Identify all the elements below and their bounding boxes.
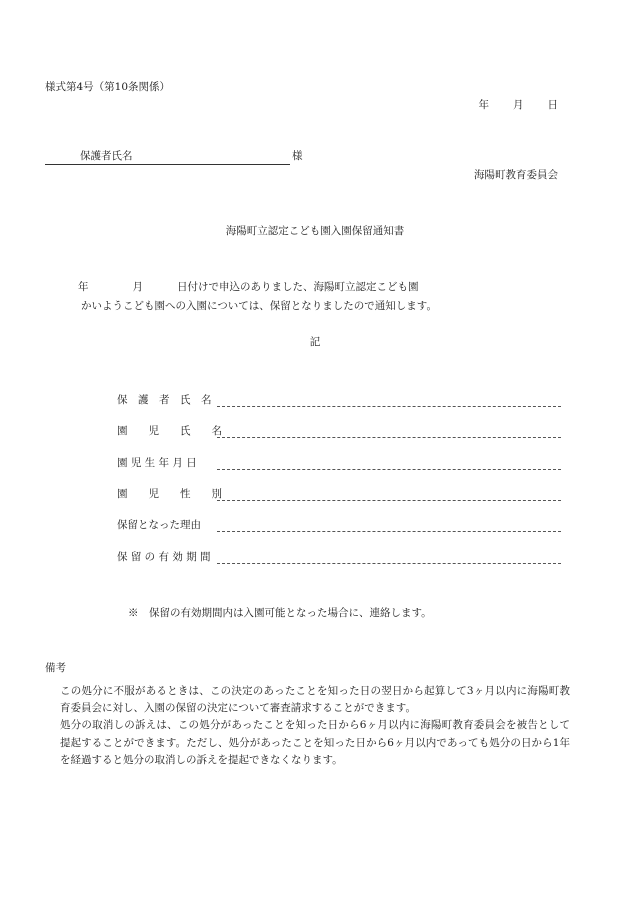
guardian-name-label: 保護者氏名 bbox=[80, 150, 133, 162]
field-line bbox=[217, 437, 561, 438]
remarks-title: 備考 bbox=[45, 662, 66, 674]
form-number: 様式第4号（第10条関係） bbox=[45, 81, 171, 93]
field-label: 保 留 の 有 効 期 間 bbox=[117, 551, 211, 563]
field-line bbox=[217, 406, 561, 407]
ki-heading: 記 bbox=[309, 336, 321, 348]
field-line bbox=[217, 469, 561, 470]
field-child-sex bbox=[117, 486, 561, 504]
date-year: 年 bbox=[478, 99, 489, 111]
field-reserve-reason bbox=[117, 517, 561, 535]
field-child-birthdate bbox=[117, 455, 561, 473]
date-line bbox=[479, 99, 559, 112]
remarks-body bbox=[60, 683, 570, 769]
body-month: 月 bbox=[132, 281, 143, 293]
remarks-paragraph-1: この処分に不服があるときは、この決定のあったことを知った日の翌日から起算して3ヶ月以内に海陽町教育委員会に対し、入園の保留の決定について審査請求することができます。 bbox=[60, 685, 570, 715]
field-guardian-name bbox=[117, 392, 561, 410]
document-title: 海陽町立認定こども園入園保留通知書 bbox=[225, 225, 405, 237]
field-line bbox=[217, 531, 561, 532]
date-day: 日 bbox=[547, 99, 558, 111]
issuer: 海陽町教育委員会 bbox=[474, 169, 558, 181]
addressee-underline bbox=[45, 164, 290, 165]
date-month: 月 bbox=[513, 99, 524, 111]
body-line-1 bbox=[78, 281, 419, 294]
field-label: 保留となった理由 bbox=[117, 519, 201, 531]
field-line bbox=[217, 500, 561, 501]
field-child-name bbox=[117, 423, 561, 441]
body-line-2: かいようこども園への入園については、保留となりましたので通知します。 bbox=[81, 300, 437, 312]
field-label: 園 児 生 年 月 日 bbox=[117, 457, 197, 469]
remarks-paragraph-2: 処分の取消しの訴えは、この処分があったことを知った日から6ヶ月以内に海陽町教育委員会を被告として提起することができます。ただし、処分があったことを知った日から6ヶ月以内であっても処分の日から1年を経過すると処分の取消しの訴えを提起できなくなります。 bbox=[60, 719, 570, 766]
note: ※ 保留の有効期間内は入園可能となった場合に、連絡します。 bbox=[128, 607, 432, 619]
field-label: 保 護 者 氏 名 bbox=[117, 394, 212, 406]
honorific: 様 bbox=[292, 150, 303, 162]
field-line bbox=[217, 563, 561, 564]
body-line-1-text: 日付けで申込のありました、海陽町立認定こども園 bbox=[177, 281, 419, 293]
field-valid-period bbox=[117, 549, 561, 567]
body-year: 年 bbox=[78, 281, 89, 293]
field-label: 園 児 氏 名 bbox=[117, 425, 222, 437]
field-label: 園 児 性 別 bbox=[117, 488, 222, 500]
